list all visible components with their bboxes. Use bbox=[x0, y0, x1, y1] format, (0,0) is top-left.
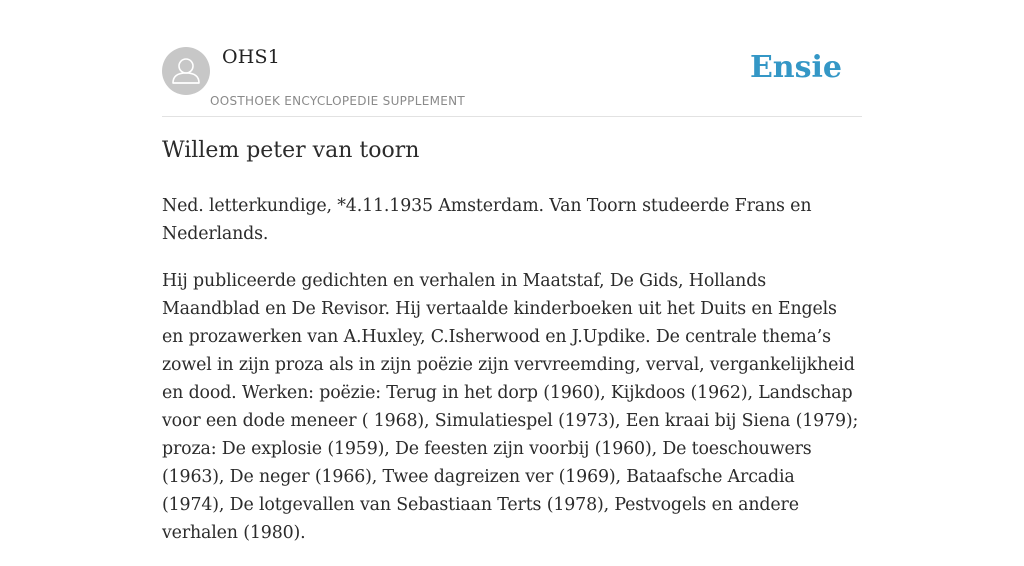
source-label[interactable]: OOSTHOEK ENCYCLOPEDIE SUPPLEMENT bbox=[210, 94, 466, 108]
ensie-logo-link[interactable]: Ensie bbox=[749, 50, 842, 85]
entry-paragraph-1: Ned. letterkundige, *4.11.1935 Amsterdam. Van Toorn studeerde Frans en Nederlands. bbox=[162, 196, 812, 244]
entry-header bbox=[162, 36, 862, 117]
entry-paragraph-2: Hij publiceerde gedichten en verhalen in Maatstaf, De Gids, Hollands Maandblad en De Revisor. Hij vertaalde kinderboeken uit het Duits en Engels en prozawerken van A.Huxley, C.Isherwood en J.Updike. De centrale thema’s zowel in zijn proza als in zijn poëzie zijn vervreemding, verval, vergankelijkheid en dood. Werken: poëzie: Terug in het dorp (1960), Kijkdoos (1962), Landschap voor een dode meneer ( 1968), Simulatiespel (1973), Een kraai bij Siena (1979); proza: De explosie (1959), De feesten zijn voorbij (1960), De toeschouwers (1963), De neger (1966), Twee dagreizen ver (1969), Bataafsche Arcadia (1974), De lotgevallen van Sebastiaan Terts (1978), Pestvogels en andere verhalen (1980). bbox=[162, 271, 859, 543]
entry-title: Willem peter van toorn bbox=[162, 138, 420, 163]
entry-body bbox=[162, 192, 862, 566]
author-name-link[interactable]: OHS1 bbox=[222, 46, 281, 68]
author-avatar[interactable] bbox=[162, 47, 210, 95]
user-silhouette-icon bbox=[162, 47, 210, 95]
